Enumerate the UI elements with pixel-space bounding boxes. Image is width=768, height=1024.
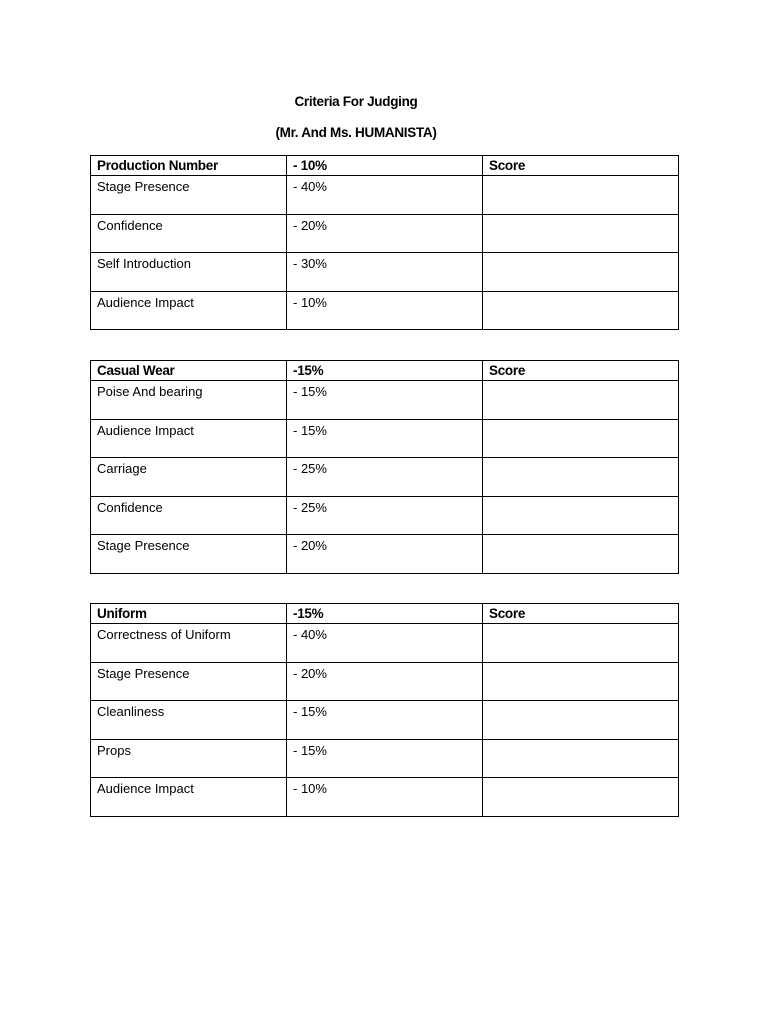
table-row bbox=[91, 291, 679, 330]
weight-cell: - 20% bbox=[287, 662, 483, 701]
weight-cell: - 40% bbox=[287, 176, 483, 215]
score-cell[interactable] bbox=[483, 381, 679, 420]
weight-header: - 10% bbox=[287, 156, 483, 176]
table-header-row bbox=[91, 156, 679, 176]
score-cell[interactable] bbox=[483, 458, 679, 497]
criterion-cell: Stage Presence bbox=[91, 176, 287, 215]
weight-cell: - 15% bbox=[287, 701, 483, 740]
criterion-cell: Cleanliness bbox=[91, 701, 287, 740]
criterion-cell: Props bbox=[91, 739, 287, 778]
score-cell[interactable] bbox=[483, 701, 679, 740]
uniform-table bbox=[90, 603, 679, 817]
weight-cell: - 25% bbox=[287, 458, 483, 497]
category-header: Uniform bbox=[91, 604, 287, 624]
score-cell[interactable] bbox=[483, 662, 679, 701]
weight-cell: - 15% bbox=[287, 381, 483, 420]
table-row bbox=[91, 381, 679, 420]
table-row bbox=[91, 535, 679, 574]
table-row bbox=[91, 778, 679, 817]
page-title: Criteria For Judging bbox=[294, 94, 418, 109]
criterion-cell: Stage Presence bbox=[91, 535, 287, 574]
weight-cell: - 15% bbox=[287, 739, 483, 778]
table-row bbox=[91, 176, 679, 215]
score-cell[interactable] bbox=[483, 419, 679, 458]
weight-header: -15% bbox=[287, 604, 483, 624]
score-cell[interactable] bbox=[483, 496, 679, 535]
table-row bbox=[91, 662, 679, 701]
score-header: Score bbox=[483, 604, 679, 624]
criterion-cell: Audience Impact bbox=[91, 291, 287, 330]
weight-cell: - 25% bbox=[287, 496, 483, 535]
weight-header: -15% bbox=[287, 361, 483, 381]
score-cell[interactable] bbox=[483, 535, 679, 574]
criterion-cell: Confidence bbox=[91, 496, 287, 535]
criterion-cell: Carriage bbox=[91, 458, 287, 497]
score-cell[interactable] bbox=[483, 291, 679, 330]
weight-cell: - 20% bbox=[287, 535, 483, 574]
table-header-row bbox=[91, 604, 679, 624]
table-row bbox=[91, 419, 679, 458]
score-cell[interactable] bbox=[483, 624, 679, 663]
weight-cell: - 20% bbox=[287, 214, 483, 253]
weight-cell: - 15% bbox=[287, 419, 483, 458]
score-cell[interactable] bbox=[483, 214, 679, 253]
score-header: Score bbox=[483, 361, 679, 381]
table-row bbox=[91, 496, 679, 535]
weight-cell: - 10% bbox=[287, 778, 483, 817]
table-row bbox=[91, 624, 679, 663]
score-header: Score bbox=[483, 156, 679, 176]
table-header-row bbox=[91, 361, 679, 381]
table-row bbox=[91, 214, 679, 253]
criterion-cell: Audience Impact bbox=[91, 778, 287, 817]
casual-wear-table bbox=[90, 360, 679, 574]
production-number-table bbox=[90, 155, 679, 330]
criterion-cell: Poise And bearing bbox=[91, 381, 287, 420]
table-row bbox=[91, 458, 679, 497]
score-cell[interactable] bbox=[483, 176, 679, 215]
score-cell[interactable] bbox=[483, 778, 679, 817]
score-cell[interactable] bbox=[483, 253, 679, 292]
table-row bbox=[91, 253, 679, 292]
table-row bbox=[91, 701, 679, 740]
weight-cell: - 40% bbox=[287, 624, 483, 663]
weight-cell: - 30% bbox=[287, 253, 483, 292]
criterion-cell: Audience Impact bbox=[91, 419, 287, 458]
category-header: Production Number bbox=[91, 156, 287, 176]
criterion-cell: Correctness of Uniform bbox=[91, 624, 287, 663]
criterion-cell: Stage Presence bbox=[91, 662, 287, 701]
weight-cell: - 10% bbox=[287, 291, 483, 330]
criterion-cell: Self Introduction bbox=[91, 253, 287, 292]
table-row bbox=[91, 739, 679, 778]
criterion-cell: Confidence bbox=[91, 214, 287, 253]
score-cell[interactable] bbox=[483, 739, 679, 778]
page-subtitle: (Mr. And Ms. HUMANISTA) bbox=[275, 125, 437, 140]
category-header: Casual Wear bbox=[91, 361, 287, 381]
